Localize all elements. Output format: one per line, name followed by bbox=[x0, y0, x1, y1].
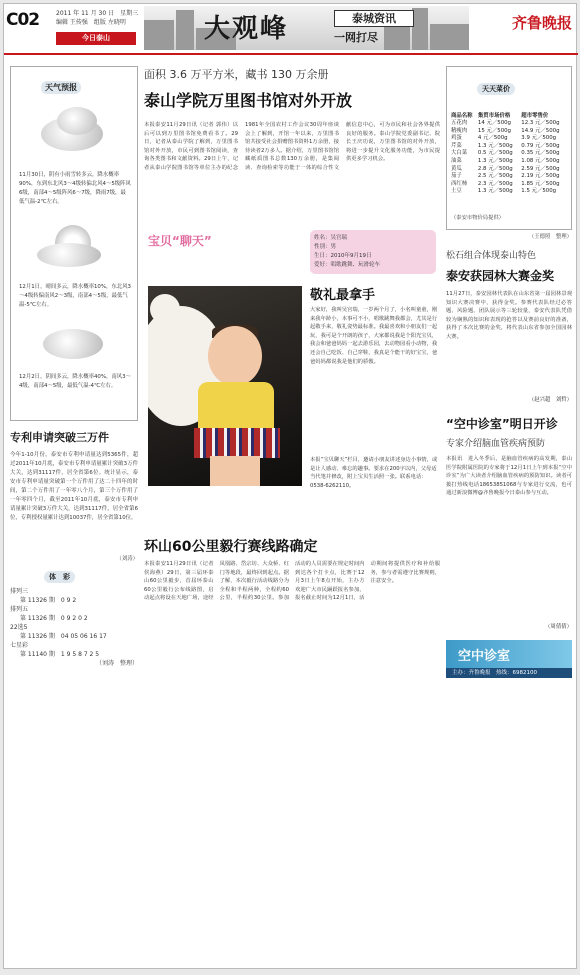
right-column bbox=[446, 66, 572, 678]
price-item: 黄瓜 bbox=[451, 165, 462, 172]
price-row bbox=[451, 158, 569, 166]
market-price: 2.8 元／500g bbox=[477, 165, 513, 172]
market-price: 1.3 元／500g bbox=[477, 188, 513, 195]
garden-headline: 泰安获园林大赛金奖 bbox=[446, 269, 555, 283]
price-header: 集贸市场价格 bbox=[477, 113, 511, 119]
library-body: 本报泰安11月29日讯（记者 郭伟）以后可以到万里图书馆免费看书了。29日，记者从泰山学院了解到，万里图书馆对外开放，市民可到图书馆阅读，查询各类图书和文献资料。29日上午，记者从泰山学院图书馆等单位主办的纪念1981年全国农村工作会议30周年座谈会上了解到，开馆一年以来，万里图书馆共接受社会捐赠图书资料1万余册，接待读者2万多人。据介绍，万里图书馆馆藏纸质图书总数130万余册，是集阅读、查询检索等功能于一体的综合性文献信息中心，可为市民和社会各界提供良好的服务。泰山学院党委副书记、院长王庆功说，万里图书馆的对外开放，将进一步提升文化服务功能，为市民提供更多学习机会。 bbox=[144, 122, 440, 171]
market-price: 15 元／500g bbox=[477, 127, 511, 134]
supermarket-price: 1.85 元／500g bbox=[521, 180, 560, 187]
lottery-issue: 第 11326 期 bbox=[20, 615, 55, 622]
supermarket-price: 14.9 元／500g bbox=[521, 127, 560, 134]
child-shorts bbox=[194, 428, 280, 458]
price-item: 油菜 bbox=[451, 157, 462, 164]
price-header: 商品名称 bbox=[451, 113, 473, 119]
baby-birthday: 生日：2010年9月19日 bbox=[314, 253, 372, 259]
clinic-banner bbox=[446, 640, 572, 668]
price-item: 西红柿 bbox=[451, 180, 468, 187]
clinic-banner-title: 空中诊室 bbox=[458, 649, 511, 664]
baby-headline: 敬礼最拿手 bbox=[310, 288, 376, 303]
child-legs bbox=[210, 456, 260, 486]
weather-day3: 12月2日，阴间多云，降水概率40%，南风3～4级，南部4～5级，最低气温-4℃左右。 bbox=[19, 374, 131, 389]
header-rule bbox=[4, 53, 578, 55]
clinic-byline: （周倩倩） bbox=[545, 624, 572, 630]
lottery-numbers: 04 05 06 16 17 bbox=[60, 633, 107, 640]
price-item: 大白菜 bbox=[451, 150, 468, 157]
baby-chat-panel bbox=[144, 226, 440, 489]
supermarket-price: 1.5 元／500g bbox=[521, 188, 557, 195]
lottery-results bbox=[10, 587, 138, 668]
baby-hobby: 爱好：唱歌跳舞、玩滑轮车 bbox=[314, 262, 381, 268]
lottery-label: 22选5 bbox=[10, 624, 28, 631]
price-row bbox=[451, 135, 569, 143]
market-price: 4 元／500g bbox=[477, 135, 508, 142]
price-source: （泰安市物价局提供） bbox=[451, 215, 504, 221]
baby-photo bbox=[148, 286, 302, 486]
price-item: 五花肉 bbox=[451, 120, 468, 126]
price-row bbox=[451, 173, 569, 181]
clinic-body: 本报讯 进入冬季后，是脑血管疾病的高发期，泰山医学院附属医院的专家将于12月1日上午到本报“空中诊室”为广大读者介绍脑血管疾病的预防知识。读者可拨打热线电话18653851068与专家进行交流，也可通过新浪微博@齐鲁晚报今日泰山参与互动。 bbox=[446, 456, 572, 497]
patent-byline: （刘涛） bbox=[116, 556, 138, 562]
center-column bbox=[144, 66, 440, 602]
lottery-numbers: 1 9 5 8 7 2 5 bbox=[60, 651, 100, 658]
price-item: 土豆 bbox=[451, 188, 462, 195]
lottery-tag: 体 彩 bbox=[44, 571, 75, 583]
brand-logo: 齐鲁晚报 bbox=[511, 14, 572, 32]
supermarket-price: 2.19 元／500g bbox=[521, 173, 560, 180]
supermarket-price: 1.08 元／500g bbox=[521, 157, 560, 164]
baby-sex: 性别：男 bbox=[314, 244, 337, 250]
header-meta bbox=[56, 9, 138, 27]
library-headline: 泰山学院万里图书馆对外开放 bbox=[144, 91, 353, 110]
race-body: 本报泰安11月29日讯（记者 侯海燕）29日，第三届环泰山60公里毅步，首届环泰山60公里毅行公布线路图，启动起点将设在天地广场，途经凤凰路、岱宗坊、大众桥、红门等地段，最终回到起点。据了解，本次毅行活动线路分为全程和半程两种，全程约60公里，半程约30公里。参加活动的人员需要在规定时间内到达各个打卡点，比赛于12月3日上午8点开始，主办方欢迎广大市民踊跃报名参加，报名截止时间为12月1日，活动期间将提供医疗和补给服务，参与者需遵守比赛规则，注意安全。 bbox=[144, 561, 440, 602]
column-title: 大观峰 bbox=[204, 14, 289, 44]
market-price: 1.3 元／500g bbox=[477, 157, 513, 164]
price-row bbox=[451, 188, 569, 196]
lottery-issue: 第 11326 期 bbox=[20, 633, 55, 640]
supermarket-price: 3.9 元／500g bbox=[521, 135, 557, 142]
header-subtitle-2: 一网打尽 bbox=[334, 31, 378, 44]
lottery-byline: （刘涛 整理） bbox=[95, 660, 138, 667]
weather-day2: 12月1日，晴间多云，降水概率10%，东北风3～4级转偏南风2～3级，南部4～5级，最低气温-5℃左右。 bbox=[19, 284, 131, 308]
weather-box bbox=[10, 66, 138, 421]
baby-name: 姓名：吴宫瑞 bbox=[314, 235, 348, 241]
supermarket-price: 12.3 元／500g bbox=[521, 120, 560, 126]
supermarket-price: 0.35 元／500g bbox=[521, 150, 560, 157]
lottery-label: 七星彩 bbox=[10, 642, 29, 649]
cloud-icon bbox=[57, 107, 97, 135]
lottery-label: 排列三 bbox=[10, 588, 29, 595]
market-price: 2.3 元／500g bbox=[477, 180, 513, 187]
child-face bbox=[208, 326, 262, 386]
price-item: 芹菜 bbox=[451, 142, 462, 149]
clinic-banner-footer: 主办：齐鲁晚报 热线：6982100 bbox=[446, 668, 572, 678]
baby-chat-logo: 宝贝“聊天” bbox=[148, 234, 212, 248]
library-kicker: 面积 3.6 万平方米，藏书 130 万余册 bbox=[144, 68, 329, 81]
garden-byline: （赵兴超 刘哲） bbox=[528, 397, 572, 403]
child-shirt bbox=[198, 382, 274, 432]
garden-body: 11月27日，泰安园林代表队在山东省第一届园林景观知识大赛决赛中，获得金奖。参赛代表队经过必答题、风险题、团队展示等三轮较量，泰安代表队凭借较为娴熟的知识和表现的抢答以及赛前良好的准备，获得了本次比赛的金奖，将代表山东省参加全国园林大赛。 bbox=[446, 291, 572, 340]
weather-day1: 11月30日，阴有小雨雪转多云，降水概率90%，东到东北风3～4级转偏北风4～5级阵风6级，南部4～5级阵风6～7级，降雨7级，最低气温-2℃左右。 bbox=[19, 172, 131, 205]
garden-kicker: 松石组合体现泰山特色 bbox=[446, 251, 537, 261]
price-editor: （王德照 整理） bbox=[528, 234, 572, 240]
price-tag: 天天菜价 bbox=[477, 83, 515, 95]
market-price: 2.5 元／500g bbox=[477, 173, 513, 180]
lottery-row bbox=[10, 596, 138, 605]
lottery-label: 排列五 bbox=[10, 606, 29, 613]
market-price: 14 元／500g bbox=[477, 120, 511, 126]
date-line: 2011 年 11 月 30 日 星期三 bbox=[56, 10, 139, 17]
patent-body: 今年1-10月份，泰安市专利申请量达到5365件，超过2011年10月底，泰安市专利申请量累计突破3万件大关，达到31117件，居全省第6位。统计显示，泰安市专利申请量突破第一个万件用了达二十四年的时间，第二个万件用了一年零八个月，第三个万件用了一年零四个月，截至2011年10月底，泰安市专利申请量累计突破3万件大关，达到31117件，居全省第6位，专利授权量累计达到10037件，居全省第10位。 bbox=[10, 452, 138, 521]
page-header bbox=[4, 4, 578, 54]
price-table bbox=[451, 111, 569, 196]
section-band: 今日泰山 bbox=[56, 32, 136, 45]
baby-story: 大家好，我叫吴宫瑞，一岁两个月了，小名叫童童，刚来我年龄小，本事可不小，唱歌跳舞我都会，尤其是行起敬手来，敬礼姿势最标准。我最喜欢和小朋友们一起玩，我可是个开朗的孩子，大家都说我是个阳光宝贝，我会和爸爸妈妈一起去游乐园，去动物园看小动物，我还会自己吃饭、自己穿鞋，我真是个能干的好宝宝，爸爸妈妈都说我是他们的骄傲。 bbox=[310, 307, 438, 365]
lottery-row bbox=[10, 650, 138, 659]
price-row bbox=[451, 150, 569, 158]
supermarket-price: 0.79 元／500g bbox=[521, 142, 560, 149]
skyline-image bbox=[144, 6, 469, 50]
price-item: 鸡蛋 bbox=[451, 135, 462, 142]
clinic-kicker: 专家介绍脑血管疾病预防 bbox=[446, 439, 546, 449]
market-price: 0.5 元／500g bbox=[477, 150, 513, 157]
newspaper-page bbox=[3, 3, 577, 969]
lottery-issue: 第 11140 期 bbox=[20, 651, 55, 658]
left-column bbox=[10, 66, 138, 668]
editor-line: 编辑 王传强 组版 左晓明 bbox=[56, 19, 126, 26]
price-box bbox=[446, 66, 572, 230]
weather-tag: 天气预报 bbox=[41, 81, 81, 94]
patent-headline: 专利申请突破三万件 bbox=[10, 431, 109, 444]
price-row bbox=[451, 120, 569, 128]
supermarket-price: 2.59 元／500g bbox=[521, 165, 560, 172]
baby-info-card bbox=[310, 230, 436, 274]
lottery-row bbox=[10, 614, 138, 623]
price-header: 超市零售价 bbox=[521, 113, 549, 119]
race-headline: 环山60公里毅行赛线路确定 bbox=[144, 539, 318, 555]
header-subtitle-1: 泰城资讯 bbox=[334, 10, 414, 27]
lottery-row bbox=[10, 632, 138, 641]
lottery-numbers: 0 9 2 0 2 bbox=[60, 615, 88, 622]
market-price: 1.3 元／500g bbox=[477, 142, 513, 149]
lottery-numbers: 0 9 2 bbox=[60, 597, 77, 604]
lottery-issue: 第 11326 期 bbox=[20, 597, 55, 604]
price-item: 茄子 bbox=[451, 173, 462, 180]
cloud-icon bbox=[37, 243, 101, 267]
baby-column-note: 本报“宝贝聊天”栏目，邀请小朋友讲述身边小事情，或是让人感动、难忘的趣事。要求在200字以内，父母适当代笔并修改，附上宝贝生活照一张。联系电话：0538-6262110。 bbox=[310, 457, 438, 489]
page-number: C02 bbox=[6, 10, 40, 30]
price-header-row bbox=[451, 111, 569, 120]
clinic-headline: “空中诊室”明日开诊 bbox=[446, 417, 558, 431]
cloud-icon bbox=[43, 329, 103, 359]
teddy-bear-ear bbox=[150, 294, 180, 324]
price-item: 精瘦肉 bbox=[451, 127, 468, 134]
